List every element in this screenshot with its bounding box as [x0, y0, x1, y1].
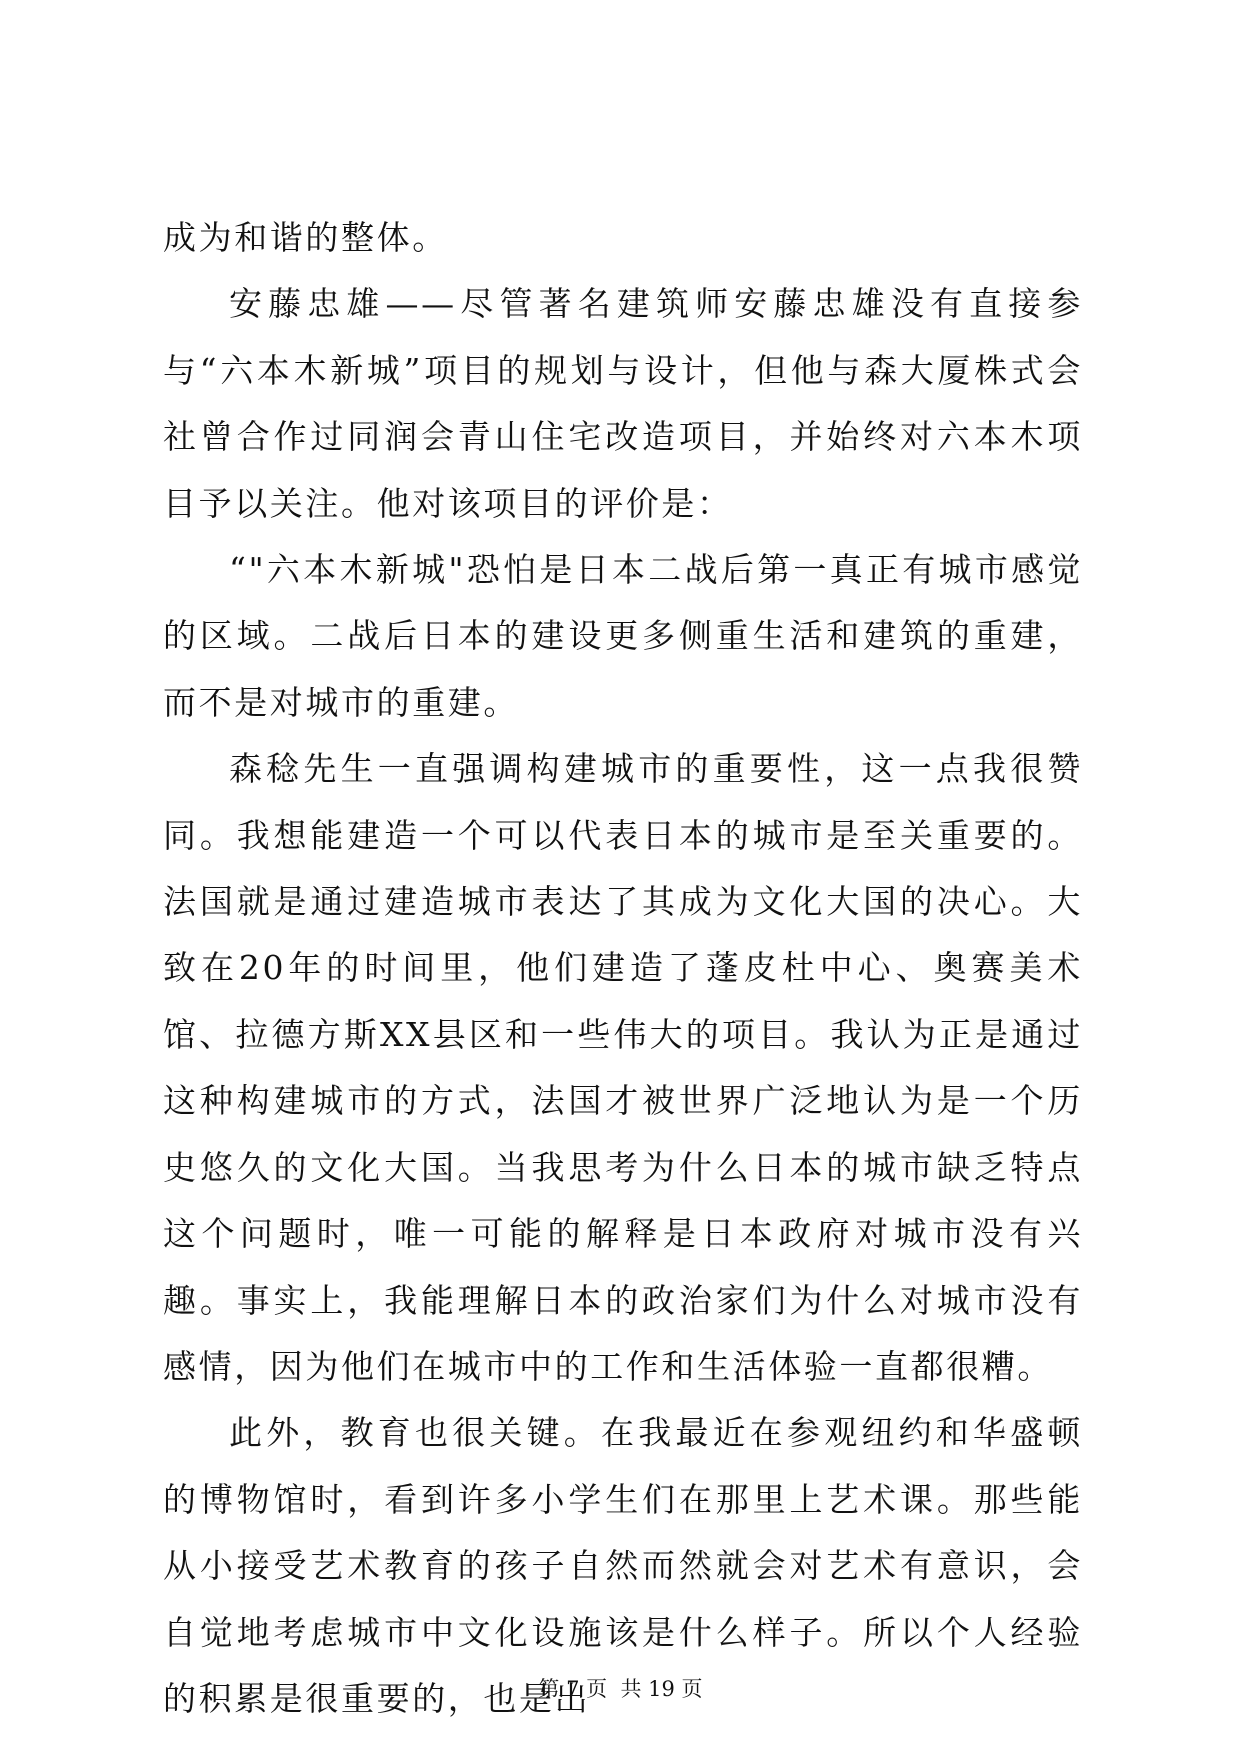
paragraph-ando-intro: 安藤忠雄——尽管著名建筑师安藤忠雄没有直接参与“六本木新城”项目的规划与设计，但他与森大厦株式会社曾合作过同润会青山住宅改造项目，并始终对六本木项目予以关注。他对该项目的评价是： [163, 284, 1083, 523]
paragraph-city-building: 森稔先生一直强调构建城市的重要性，这一点我很赞同。我想能建造一个可以代表日本的城市是至关重要的。法国就是通过建造城市表达了其成为文化大国的决心。大致在20年的时间里，他们建造了蓬皮杜中心、奥赛美术馆、拉德方斯XX县区和一些伟大的项目。我认为正是通过这种构建城市的方式，法国才被世界广泛地认为是一个历史悠久的文化大国。当我思考为什么日本的城市缺乏特点这个问题时，唯一可能的解释是日本政府对城市没有兴趣。事实上，我能理解日本的政治家们为什么对城市没有感情，因为他们在城市中的工作和生活体验一直都很糟。 [163, 749, 1083, 1386]
page-footer [0, 1674, 1241, 1704]
document-body [163, 205, 1083, 1732]
page-number-label: 第 7 页 共 19 页 [538, 1677, 703, 1701]
paragraph-continuation: 成为和谐的整体。 [163, 218, 448, 257]
paragraph-quote-opening: “"六本木新城"恐怕是日本二战后第一真正有城市感觉的区域。二战后日本的建设更多侧重生活和建筑的重建，而不是对城市的重建。 [163, 550, 1083, 722]
paragraph-education: 此外，教育也很关键。在我最近在参观纽约和华盛顿的博物馆时，看到许多小学生们在那里上艺术课。那些能从小接受艺术教育的孩子自然而然就会对艺术有意识，会自觉地考虑城市中文化设施该是什么样子。所以个人经验的积累是很重要的，也是出 [163, 1413, 1083, 1718]
